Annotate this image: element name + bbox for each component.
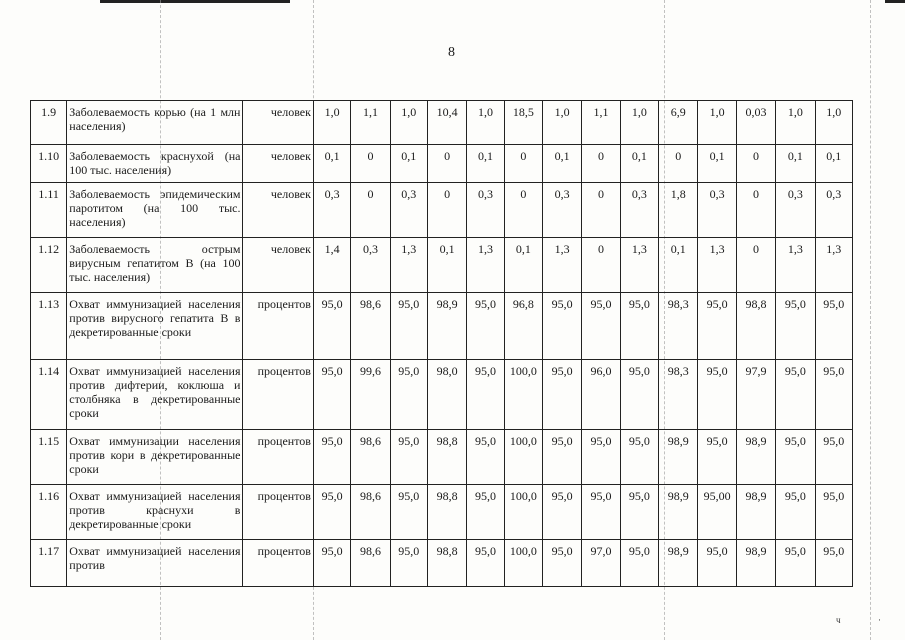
row-number: 1.10 [31,145,67,183]
table-row [31,540,853,587]
unit-cell: процентов [243,360,313,430]
value-cell: 97,9 [736,360,775,430]
value-cell: 95,0 [313,430,350,485]
value-cell: 95,0 [313,540,350,587]
value-cell: 1,0 [620,101,658,145]
value-cell: 98,9 [736,430,775,485]
table-row [31,293,853,360]
value-cell: 1,0 [390,101,427,145]
value-cell: 1,3 [698,238,736,293]
value-cell: 0,1 [815,145,852,183]
value-cell: 0 [504,145,542,183]
indicator-name: Охват иммунизации населения против кори в декретированные сроки [67,430,243,485]
row-number: 1.17 [31,540,67,587]
value-cell: 95,0 [776,360,815,430]
value-cell: 95,0 [815,540,852,587]
table-row [31,485,853,540]
value-cell: 0 [351,145,390,183]
value-cell: 95,0 [815,293,852,360]
value-cell: 97,0 [582,540,620,587]
value-cell: 95,0 [776,293,815,360]
value-cell: 95,0 [467,430,504,485]
value-cell: 95,0 [620,540,658,587]
unit-cell: человек [243,183,313,238]
value-cell: 95,0 [313,293,350,360]
value-cell: 100,0 [504,540,542,587]
value-cell: 10,4 [427,101,466,145]
unit-cell: процентов [243,485,313,540]
value-cell: 95,0 [582,485,620,540]
value-cell: 95,0 [542,485,581,540]
value-cell: 95,0 [390,540,427,587]
value-cell: 0,3 [313,183,350,238]
value-cell: 95,0 [542,430,581,485]
value-cell: 95,0 [542,360,581,430]
value-cell: 1,0 [698,101,736,145]
value-cell: 1,4 [313,238,350,293]
value-cell: 95,0 [620,360,658,430]
value-cell: 95,0 [582,430,620,485]
value-cell: 95,0 [620,485,658,540]
value-cell: 0 [504,183,542,238]
value-cell: 0,1 [776,145,815,183]
value-cell: 0 [582,145,620,183]
row-number: 1.12 [31,238,67,293]
value-cell: 95,0 [542,293,581,360]
value-cell: 96,0 [582,360,620,430]
value-cell: 100,0 [504,485,542,540]
value-cell: 95,0 [698,540,736,587]
value-cell: 0,3 [620,183,658,238]
value-cell: 98,6 [351,485,390,540]
row-number: 1.14 [31,360,67,430]
row-number: 1.15 [31,430,67,485]
value-cell: 95,0 [776,485,815,540]
value-cell: 96,8 [504,293,542,360]
value-cell: 1,3 [542,238,581,293]
value-cell: 0,1 [467,145,504,183]
value-cell: 0,3 [542,183,581,238]
value-cell: 1,3 [467,238,504,293]
value-cell: 98,6 [351,293,390,360]
scan-mark: · [878,615,881,625]
table-row [31,430,853,485]
value-cell: 0,1 [390,145,427,183]
indicator-name: Охват иммунизацией населения против краснухи в декретированные сроки [67,485,243,540]
value-cell: 0 [582,183,620,238]
value-cell: 95,0 [542,540,581,587]
value-cell: 0,3 [351,238,390,293]
fold-line [870,0,871,640]
value-cell: 95,0 [815,485,852,540]
value-cell: 98,8 [427,540,466,587]
value-cell: 1,3 [390,238,427,293]
value-cell: 1,3 [620,238,658,293]
unit-cell: человек [243,101,313,145]
value-cell: 98,9 [659,540,698,587]
table-row [31,101,853,145]
value-cell: 98,9 [659,485,698,540]
value-cell: 0,1 [504,238,542,293]
value-cell: 0 [582,238,620,293]
value-cell: 95,0 [390,293,427,360]
value-cell: 95,0 [776,540,815,587]
value-cell: 0,1 [659,238,698,293]
value-cell: 99,6 [351,360,390,430]
value-cell: 0 [736,145,775,183]
page-number: 8 [448,45,455,60]
indicator-name: Заболеваемость острым вирусным гепатитом В (на 100 тыс. населения) [67,238,243,293]
unit-cell: человек [243,145,313,183]
indicator-name: Заболеваемость краснухой (на 100 тыс. населения) [67,145,243,183]
value-cell: 95,0 [815,430,852,485]
unit-cell: процентов [243,540,313,587]
value-cell: 0,3 [390,183,427,238]
value-cell: 95,0 [390,360,427,430]
value-cell: 0,3 [467,183,504,238]
value-cell: 95,0 [313,485,350,540]
row-number: 1.13 [31,293,67,360]
value-cell: 1,3 [815,238,852,293]
unit-cell: процентов [243,293,313,360]
value-cell: 0,1 [427,238,466,293]
value-cell: 0 [736,183,775,238]
value-cell: 98,8 [427,430,466,485]
value-cell: 0,1 [620,145,658,183]
value-cell: 95,0 [620,293,658,360]
value-cell: 95,0 [467,360,504,430]
value-cell: 0,3 [698,183,736,238]
value-cell: 98,9 [736,540,775,587]
value-cell: 95,0 [467,293,504,360]
value-cell: 1,0 [542,101,581,145]
row-number: 1.9 [31,101,67,145]
value-cell: 0,1 [542,145,581,183]
scan-mark: ч [836,615,841,625]
value-cell: 6,9 [659,101,698,145]
value-cell: 95,0 [390,430,427,485]
value-cell: 0,3 [815,183,852,238]
value-cell: 1,0 [815,101,852,145]
value-cell: 98,0 [427,360,466,430]
value-cell: 0 [351,183,390,238]
value-cell: 95,0 [467,540,504,587]
row-number: 1.16 [31,485,67,540]
value-cell: 0,3 [776,183,815,238]
value-cell: 98,3 [659,360,698,430]
value-cell: 95,0 [698,430,736,485]
value-cell: 1,0 [313,101,350,145]
unit-cell: человек [243,238,313,293]
value-cell: 98,8 [427,485,466,540]
value-cell: 0 [736,238,775,293]
indicator-name: Охват иммунизацией населения против дифтерии, коклюша и столбняка в декретированные сроки [67,360,243,430]
indicator-table [30,100,853,587]
value-cell: 1,1 [351,101,390,145]
value-cell: 0,1 [698,145,736,183]
value-cell: 98,6 [351,540,390,587]
value-cell: 95,0 [390,485,427,540]
value-cell: 0,1 [313,145,350,183]
top-edge-rule [100,0,290,3]
table-row [31,360,853,430]
table-row [31,238,853,293]
value-cell: 95,0 [698,360,736,430]
value-cell: 95,0 [776,430,815,485]
indicator-name: Заболеваемость корью (на 1 млн населения) [67,101,243,145]
value-cell: 98,3 [659,293,698,360]
value-cell: 18,5 [504,101,542,145]
table-row [31,183,853,238]
value-cell: 1,1 [582,101,620,145]
top-edge-rule-right [885,0,905,3]
value-cell: 95,0 [815,360,852,430]
value-cell: 1,8 [659,183,698,238]
table-row [31,145,853,183]
value-cell: 0 [427,183,466,238]
value-cell: 0 [659,145,698,183]
value-cell: 98,9 [659,430,698,485]
value-cell: 98,8 [736,293,775,360]
value-cell: 95,0 [698,293,736,360]
value-cell: 100,0 [504,430,542,485]
value-cell: 98,6 [351,430,390,485]
value-cell: 100,0 [504,360,542,430]
indicator-name: Охват иммунизацией населения против [67,540,243,587]
value-cell: 98,9 [736,485,775,540]
unit-cell: процентов [243,430,313,485]
row-number: 1.11 [31,183,67,238]
indicator-name: Охват иммунизацией населения против вирусного гепатита В в декретированные сроки [67,293,243,360]
value-cell: 95,0 [582,293,620,360]
table-body [31,101,853,587]
value-cell: 1,0 [467,101,504,145]
value-cell: 95,0 [313,360,350,430]
value-cell: 95,0 [467,485,504,540]
value-cell: 1,0 [776,101,815,145]
value-cell: 95,00 [698,485,736,540]
indicator-name: Заболеваемость эпидемическим паротитом (на 100 тыс. населения) [67,183,243,238]
value-cell: 0 [427,145,466,183]
value-cell: 1,3 [776,238,815,293]
value-cell: 95,0 [620,430,658,485]
value-cell: 0,03 [736,101,775,145]
value-cell: 98,9 [427,293,466,360]
